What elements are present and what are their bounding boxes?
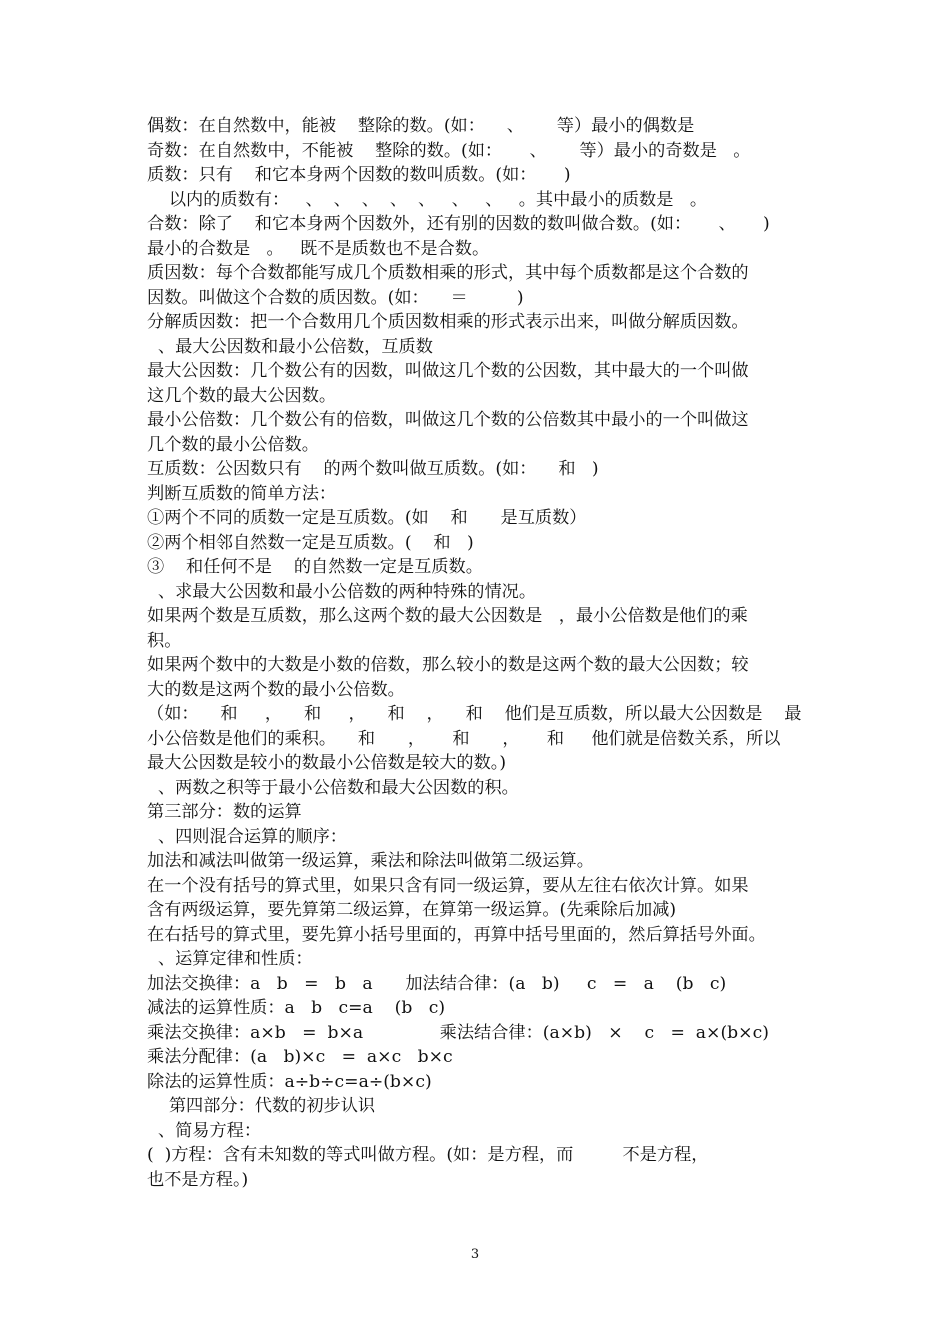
text-line: 以内的质数有： 、 、 、 、 、 、 、 。其中最小的质数是 。 [147, 189, 708, 210]
text-line: 加法和减法叫做第一级运算，乘法和除法叫做第二级运算。 [147, 851, 594, 871]
text-line: 偶数：在自然数中，能被 整除的数。(如： 、 等）最小的偶数是 [147, 116, 695, 136]
text-line: ( )方程：含有未知数的等式叫做方程。(如：是方程，而 不是方程， [147, 1145, 709, 1165]
text-line: 质因数：每个合数都能写成几个质数相乘的形式，其中每个质数都是这个合数的 [147, 263, 749, 283]
text-line: 合数：除了 和它本身两个因数外，还有别的因数的数叫做合数。(如： 、 ) [147, 214, 770, 234]
text-line: 最大公因数：几个数公有的因数，叫做这几个数的公因数，其中最大的一个叫做 [147, 361, 749, 381]
part-heading: 第三部分：数的运算 [147, 802, 302, 822]
section-heading: 、求最大公因数和最小公倍数的两种特殊的情况。 [147, 581, 537, 602]
text-line: 质数：只有 和它本身两个因数的数叫质数。(如： ) [147, 165, 571, 185]
text-line: ③ 和任何不是 的自然数一定是互质数。 [147, 557, 483, 577]
text-line: 因数。叫做这个合数的质因数。(如： ＝ ) [147, 287, 524, 308]
text-line: 分解质因数：把一个合数用几个质因数相乘的形式表示出来，叫做分解质因数。 [147, 312, 749, 332]
text-line: 判断互质数的简单方法： [147, 483, 337, 504]
text-line: 小公倍数是他们的乘积。 和 ， 和 ， 和 他们就是倍数关系，所以 [147, 728, 781, 749]
section-heading: 、两数之积等于最小公倍数和最大公因数的积。 [147, 777, 519, 798]
text-line: 减法的运算性质：a b c=a (b c) [147, 998, 446, 1018]
text-line: 最小公倍数：几个数公有的倍数，叫做这几个数的公倍数其中最小的一个叫做这 [147, 410, 749, 430]
section-heading: 、简易方程： [147, 1120, 262, 1141]
text-line: 乘法分配律：(a b)×c = a×c b×c [147, 1047, 453, 1067]
section-heading: 、运算定律和性质： [147, 949, 313, 969]
text-line: 在右括号的算式里，要先算小括号里面的，再算中括号里面的，然后算括号外面。 [147, 924, 766, 945]
text-line: 含有两级运算，要先算第二级运算，在算第一级运算。(先乘除后加减) [147, 900, 677, 920]
text-line: （如： 和 ， 和 ， 和 ， 和 他们是互质数，所以最大公因数是 最 [147, 704, 802, 724]
text-line: 积。 [147, 630, 182, 651]
text-line: 除法的运算性质：a÷b÷c=a÷(b×c) [147, 1071, 432, 1092]
section-heading: 、最大公因数和最小公倍数，互质数 [147, 336, 433, 357]
text-line: 在一个没有括号的算式里，如果只含有同一级运算，要从左往右依次计算。如果 [147, 875, 749, 896]
text-line: ②两个相邻自然数一定是互质数。( 和 ) [147, 532, 474, 553]
text-line: 如果两个数中的大数是小数的倍数，那么较小的数是这两个数的最大公因数；较 [147, 655, 749, 675]
text-line: 也不是方程。) [147, 1169, 249, 1190]
text-line: 奇数：在自然数中，不能被 整除的数。(如： 、 等）最小的奇数是 。 [147, 140, 751, 161]
section-heading: 、四则混合运算的顺序： [147, 826, 347, 847]
text-line: ①两个不同的质数一定是互质数。(如 和 是互质数） [147, 508, 587, 528]
text-line: 互质数：公因数只有 的两个数叫做互质数。(如： 和 ) [147, 459, 599, 479]
text-line: 几个数的最小公倍数。 [147, 434, 319, 455]
text-line: 如果两个数是互质数，那么这两个数的最大公因数是 ，最小公倍数是他们的乘 [147, 606, 748, 626]
text-line: 最大公因数是较小的数最小公倍数是较大的数。) [147, 753, 507, 773]
document-body [147, 114, 817, 1192]
part-heading: 第四部分：代数的初步认识 [147, 1096, 376, 1116]
text-line: 这几个数的最大公因数。 [147, 385, 337, 406]
text-line: 最小的合数是 。 既不是质数也不是合数。 [147, 238, 490, 259]
page-number: 3 [470, 1247, 480, 1262]
text-line: 加法交换律：a b = b a 加法结合律：(a b) c = a (b c) [147, 973, 727, 994]
text-line: 大的数是这两个数的最小公倍数。 [147, 679, 405, 700]
text-line: 乘法交换律：a×b = b×a 乘法结合律：(a×b) × c = a×(b×c) [147, 1022, 769, 1043]
